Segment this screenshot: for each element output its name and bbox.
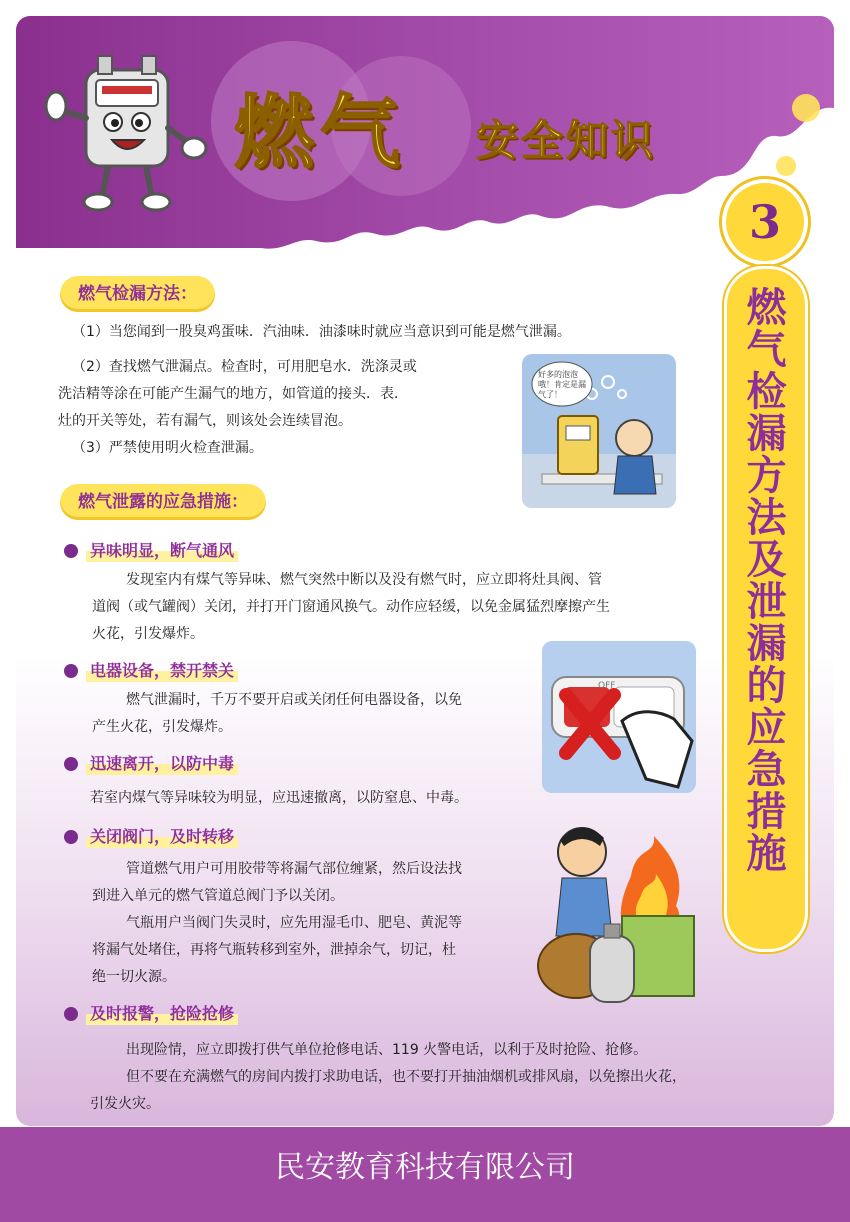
page-title: 燃气 bbox=[234, 86, 406, 179]
emergency-heading: 燃气泄露的应急措施： bbox=[60, 484, 266, 520]
bullet-icon bbox=[64, 664, 78, 678]
measure-2-line-2: 产生火花，引发爆炸。 bbox=[92, 719, 232, 735]
measure-1-line-2: 道阀（或气罐阀）关闭，并打开门窗通风换气。动作应轻缓，以免金属猛烈摩擦产生 bbox=[92, 599, 610, 615]
detection-item-1: （1）当您闻到一股臭鸡蛋味．汽油味．油漆味时就应当意识到可能是燃气泄漏。 bbox=[72, 324, 571, 340]
detection-item-2-end: 灶的开关等处，若有漏气，则该处会连续冒泡。 bbox=[58, 413, 352, 429]
measure-5-line-2: 但不要在充满燃气的房间内拨打求助电话，也不要打开抽油烟机或排风扇，以免擦出火花， bbox=[126, 1069, 686, 1085]
measure-4-line-3: 气瓶用户当阀门失灵时，应先用湿毛巾、肥皂、黄泥等 bbox=[126, 915, 462, 931]
measure-5-line-3: 引发火灾。 bbox=[90, 1096, 160, 1112]
detection-item-2-cont: 洗洁精等涂在可能产生漏气的地方，如管道的接头．表． bbox=[58, 386, 408, 402]
measure-3-line-1: 若室内煤气等异味较为明显，应迅速撤离，以防窒息、中毒。 bbox=[90, 790, 468, 806]
speech-bubble: 好多的泡泡哦！肯定是漏气了！ bbox=[538, 370, 586, 399]
measure-2-line-1: 燃气泄漏时，千万不要开启或关闭任何电器设备，以免 bbox=[126, 692, 462, 708]
page-number-badge bbox=[722, 179, 808, 265]
page-subtitle: 安全知识 bbox=[476, 116, 657, 165]
bullet-icon bbox=[64, 830, 78, 844]
bullet-icon bbox=[64, 544, 78, 558]
switch-label: OFF bbox=[598, 681, 616, 691]
fire-cylinder-icon bbox=[526, 816, 701, 1016]
detection-item-2: （2）查找燃气泄漏点。检查时，可用肥皂水．洗涤灵或 bbox=[72, 359, 417, 375]
measure-2-title: 电器设备，禁开禁关 bbox=[86, 660, 238, 682]
bullet-icon bbox=[64, 1007, 78, 1021]
measure-1-line-3: 火花，引发爆炸。 bbox=[92, 626, 204, 642]
detection-item-3: （3）严禁使用明火检查泄漏。 bbox=[72, 440, 263, 456]
gas-meter-mascot-icon bbox=[38, 48, 210, 216]
measure-5-title: 及时报警，抢险抢修 bbox=[86, 1003, 238, 1025]
soap-test-illustration bbox=[522, 354, 676, 508]
measure-4-line-1: 管道燃气用户可用胶带等将漏气部位缠紧，然后设法找 bbox=[126, 861, 462, 877]
switch-illustration bbox=[542, 641, 696, 793]
measure-1-line-1: 发现室内有煤气等异味、燃气突然中断以及没有燃气时，应立即将灶具阀、管 bbox=[126, 572, 602, 588]
measure-5-line-1: 出现险情，应立即拨打供气单位抢修电话、119 火警电话，以利于及时抢险、抢修。 bbox=[126, 1042, 648, 1058]
poster bbox=[16, 16, 834, 1126]
measure-4-title: 关闭阀门，及时转移 bbox=[86, 826, 238, 848]
measure-4-line-4: 将漏气处堵住，再将气瓶转移到室外，泄掉余气，切记，杜 bbox=[92, 942, 456, 958]
measure-4-line-5: 绝一切火源。 bbox=[92, 969, 176, 985]
measure-1-title: 异味明显，断气通风 bbox=[86, 540, 238, 562]
page-number: 3 bbox=[748, 195, 781, 249]
no-switch-icon bbox=[542, 641, 696, 793]
gas-cylinder-illustration bbox=[526, 816, 701, 1016]
measure-3-title: 迅速离开，以防中毒 bbox=[86, 753, 238, 775]
bullet-icon bbox=[64, 757, 78, 771]
company-name: 民安教育科技有限公司 bbox=[275, 1150, 575, 1185]
measure-4-line-2: 到进入单元的燃气管道总阀门予以关闭。 bbox=[92, 888, 344, 904]
detection-heading: 燃气检漏方法： bbox=[60, 276, 215, 312]
side-title: 燃气检漏方法及泄漏的应急措施 bbox=[740, 286, 786, 874]
